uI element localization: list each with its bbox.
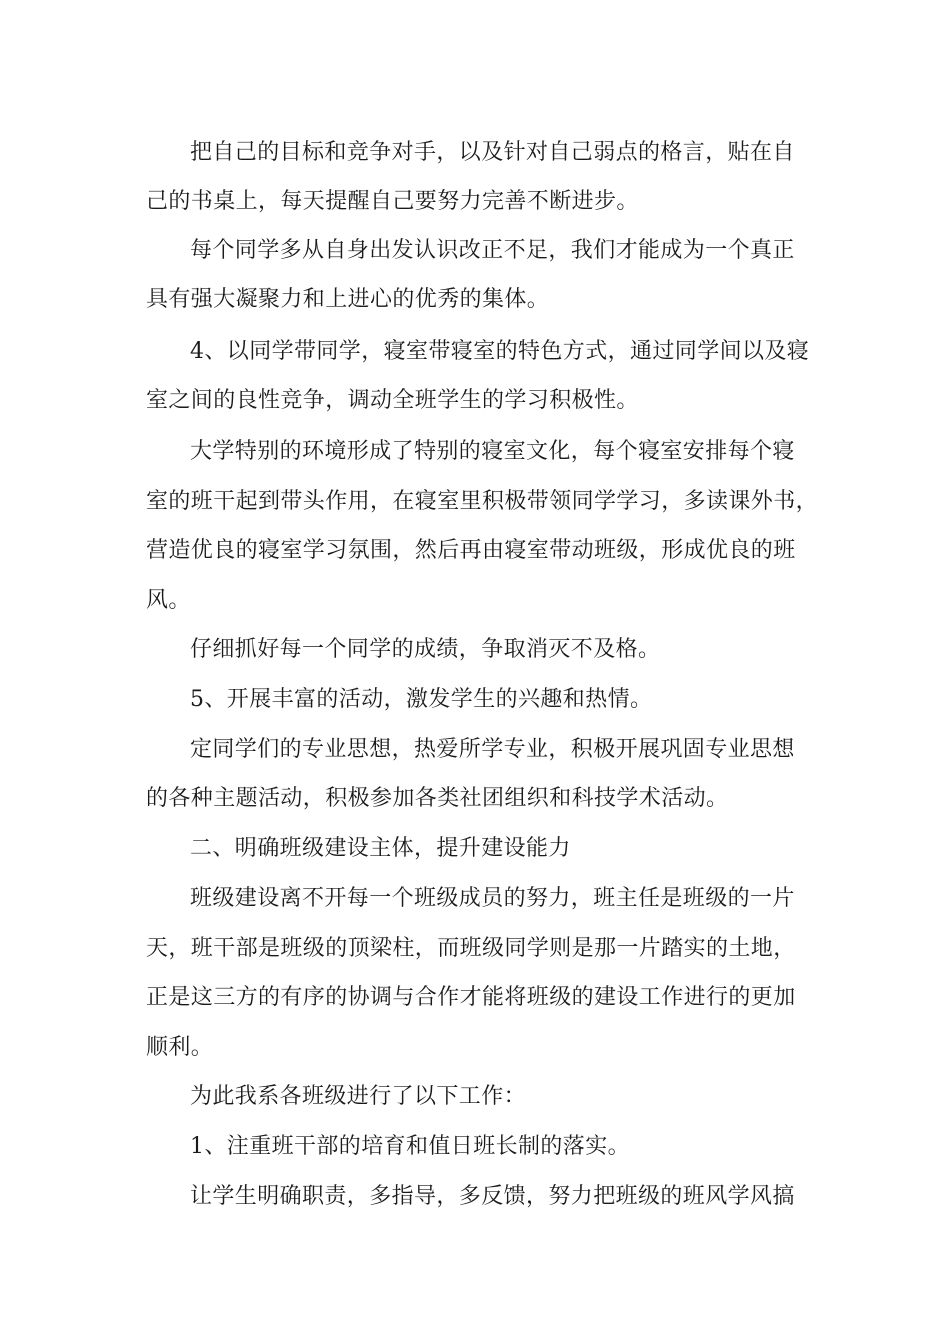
text-line: 定同学们的专业思想，热爱所学专业，积极开展巩固专业思想 bbox=[190, 737, 795, 762]
text-line: 天，班干部是班级的顶梁柱，而班级同学则是那一片踏实的土地， bbox=[146, 936, 796, 961]
text-line: 4、以同学带同学，寝室带寝室的特色方式，通过同学间以及寝 bbox=[190, 339, 810, 364]
text-line: 室的班干起到带头作用，在寝室里积极带领同学学习，多读课外书， bbox=[146, 489, 819, 514]
text-line: 为此我系各班级进行了以下工作： bbox=[190, 1084, 527, 1109]
text-line: 的各种主题活动，积极参加各类社团组织和科技学术活动。 bbox=[146, 786, 729, 811]
text-line: 每个同学多从自身出发认识改正不足，我们才能成为一个真正 bbox=[190, 238, 795, 263]
text-line: 风。 bbox=[146, 588, 191, 613]
section-heading: 二、明确班级建设主体，提升建设能力 bbox=[190, 836, 571, 861]
text-line: 大学特别的环境形成了特别的寝室文化，每个寝室安排每个寝 bbox=[190, 439, 795, 464]
text-line: 班级建设离不开每一个班级成员的努力，班主任是班级的一片 bbox=[190, 886, 795, 911]
text-line: 室之间的良性竞争，调动全班学生的学习积极性。 bbox=[146, 388, 639, 413]
text-line: 己的书桌上，每天提醒自己要努力完善不断进步。 bbox=[146, 189, 639, 214]
text-line: 仔细抓好每一个同学的成绩，争取消灭不及格。 bbox=[190, 637, 661, 662]
text-line: 把自己的目标和竞争对手，以及针对自己弱点的格言，贴在自 bbox=[190, 140, 795, 165]
text-line: 正是这三方的有序的协调与合作才能将班级的建设工作进行的更加 bbox=[146, 985, 796, 1010]
text-line: 顺利。 bbox=[146, 1035, 214, 1060]
text-line: 5、开展丰富的活动，激发学生的兴趣和热情。 bbox=[190, 687, 653, 712]
text-line: 营造优良的寝室学习氛围，然后再由寝室带动班级，形成优良的班 bbox=[146, 538, 796, 563]
text-line: 1、注重班干部的培育和值日班长制的落实。 bbox=[190, 1134, 630, 1159]
text-line: 让学生明确职责，多指导，多反馈，努力把班级的班风学风搞 bbox=[190, 1184, 795, 1209]
text-line: 具有强大凝聚力和上进心的优秀的集体。 bbox=[146, 287, 550, 312]
